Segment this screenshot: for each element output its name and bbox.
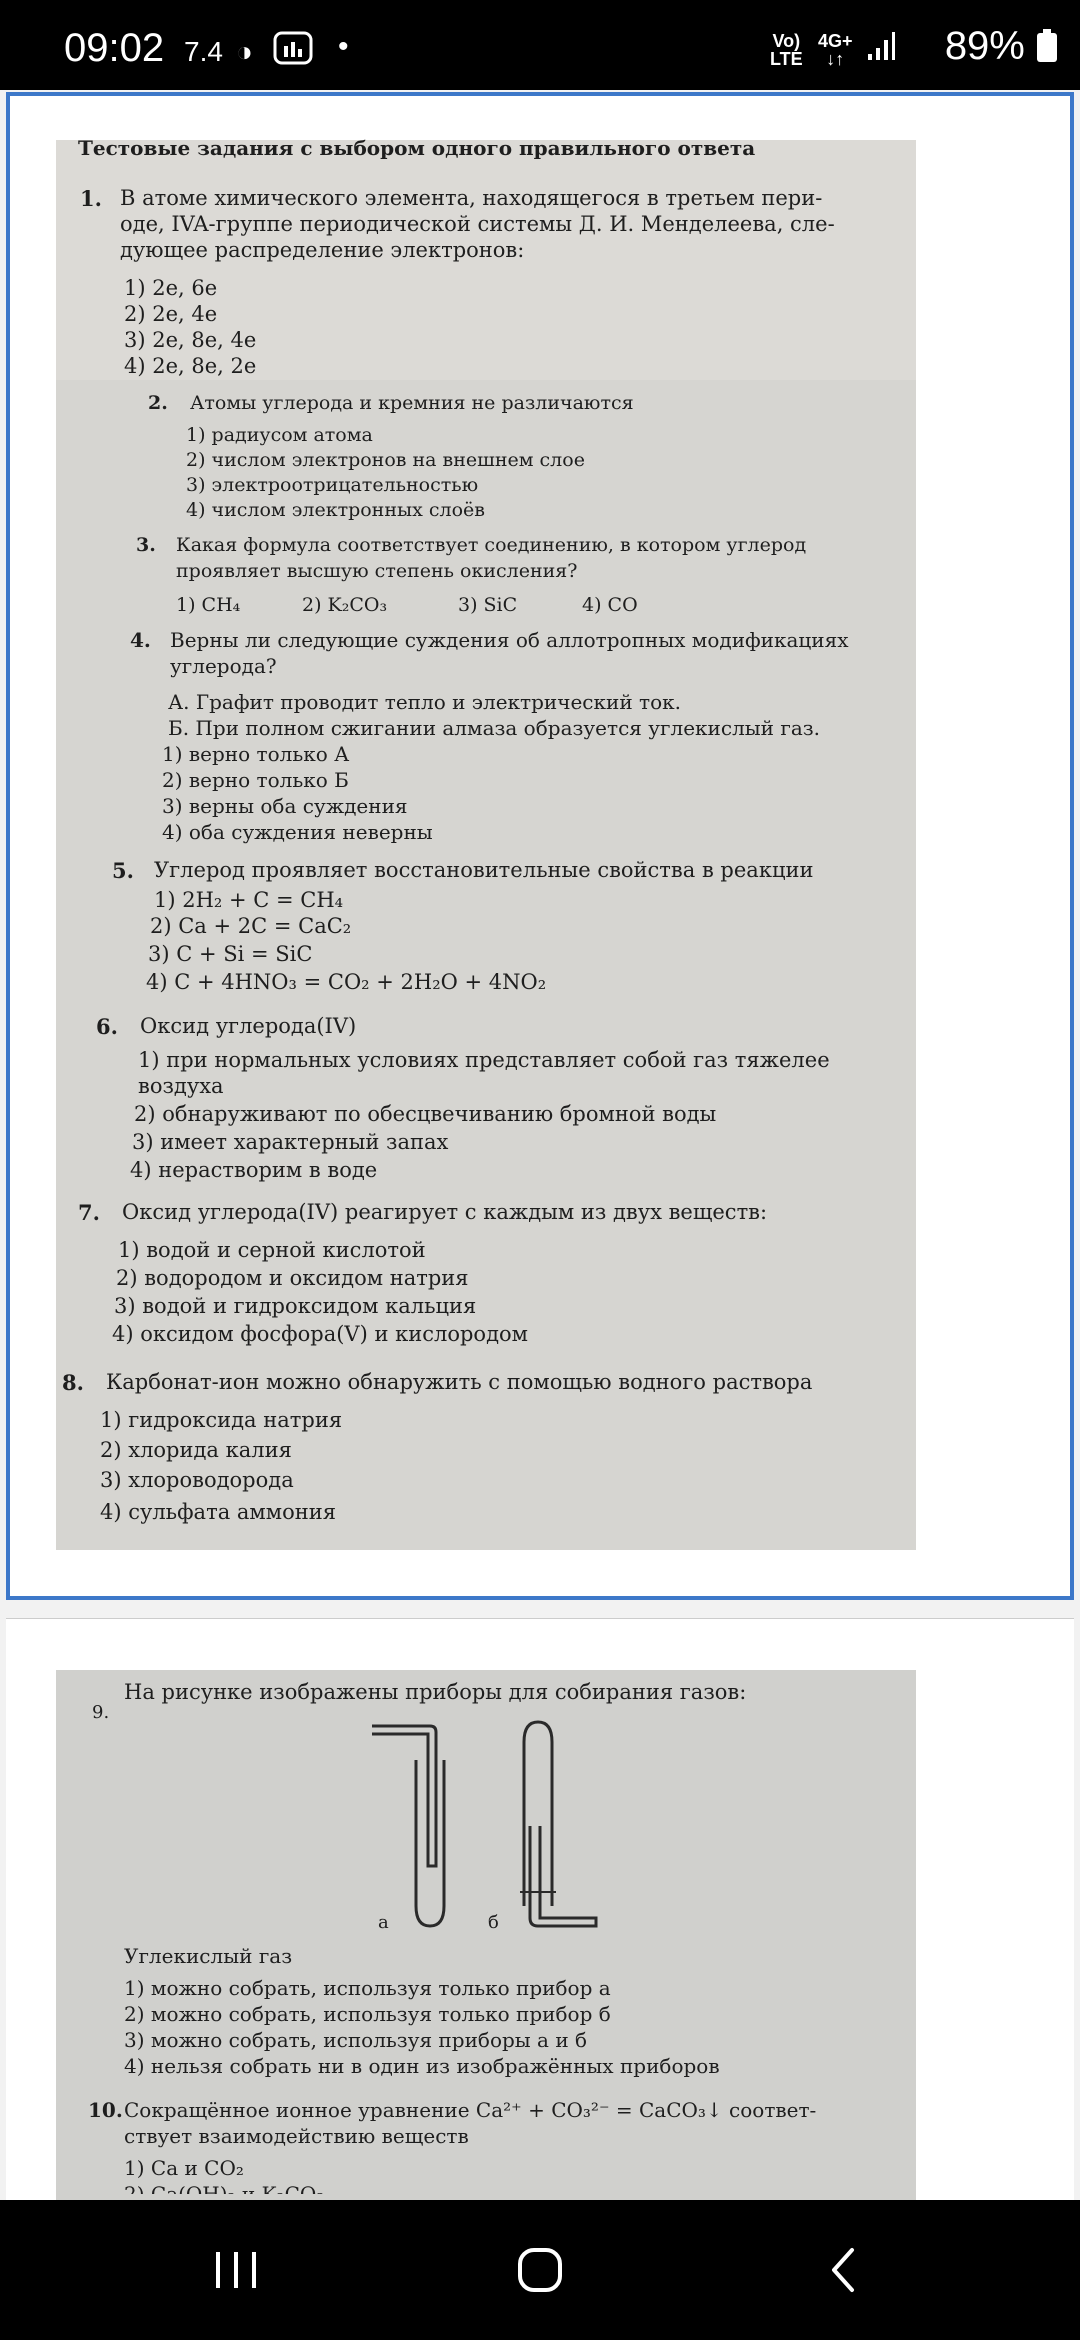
q5-option: 1) 2H₂ + C = CH₄ xyxy=(154,888,344,912)
q7-option: 4) оксидом фосфора(V) и кислородом xyxy=(112,1322,528,1346)
back-icon xyxy=(822,2245,866,2295)
q6-option: 4) нерастворим в воде xyxy=(130,1158,378,1182)
q5-text: Углерод проявляет восстановительные свойства в реакции xyxy=(154,858,814,882)
q5-option: 3) C + Si = SiC xyxy=(148,942,313,966)
network-type-top: 4G+ xyxy=(818,31,853,51)
q3-line1: Какая формула соответствует соединению, в котором углерод xyxy=(176,534,807,556)
q1-option: 3) 2e, 8e, 4e xyxy=(124,328,257,352)
q6-text: Оксид углерода(IV) xyxy=(140,1014,357,1038)
q2-option: 2) числом электронов на внешнем слое xyxy=(186,449,585,471)
q3-line2: проявляет высшую степень окисления? xyxy=(176,560,578,582)
home-icon xyxy=(515,2245,565,2295)
network-type xyxy=(818,32,853,68)
status-bar xyxy=(0,0,1080,90)
q4-statement-a: А. Графит проводит тепло и электрический ток. xyxy=(168,690,681,714)
q2-option: 1) радиусом атома xyxy=(186,424,373,446)
q7-option: 3) водой и гидроксидом кальция xyxy=(114,1294,477,1318)
network-type-arrows: ↓↑ xyxy=(826,49,845,69)
volte-top: Vo) xyxy=(772,31,801,51)
recent-apps-icon xyxy=(211,2248,261,2292)
q8-option: 1) гидроксида натрия xyxy=(100,1408,343,1432)
q6-option1-line1: 1) при нормальных условиях представляет собой газ тяжелее xyxy=(138,1048,830,1072)
back-button[interactable] xyxy=(804,2240,884,2300)
q1-option: 1) 2e, 6e xyxy=(124,276,218,300)
gas-apparatus-figure xyxy=(360,1716,620,1936)
q6-number: 6. xyxy=(96,1014,118,1039)
q4-statement-b: Б. При полном сжигании алмаза образуется углекислый газ. xyxy=(168,716,821,740)
q6-option: 2) обнаруживают по обесцвечиванию бромной воды xyxy=(134,1102,717,1126)
q2-text: Атомы углерода и кремния не различаются xyxy=(190,392,634,414)
q4-option: 2) верно только Б xyxy=(162,768,349,792)
q9-text: На рисунке изображены приборы для собирания газов: xyxy=(124,1680,747,1704)
q3-option: 2) K₂CO₃ xyxy=(302,594,388,616)
q8-option: 2) хлорида калия xyxy=(100,1438,292,1462)
q8-option: 3) хлороводорода xyxy=(100,1468,294,1492)
q7-option: 2) водородом и оксидом натрия xyxy=(116,1266,469,1290)
q4-option: 1) верно только А xyxy=(162,742,350,766)
recent-apps-button[interactable] xyxy=(196,2240,276,2300)
q1-option: 2) 2e, 4e xyxy=(124,302,218,326)
q10-line1: Сокращённое ионное уравнение Ca²⁺ + CO₃²⁻ = CaCO₃↓ соответ- xyxy=(124,2098,817,2122)
q9-number: 9. xyxy=(92,1702,110,1723)
q6-option1-line2: воздуха xyxy=(138,1074,224,1098)
q3-option: 3) SiC xyxy=(458,594,518,616)
section-header: Тестовые задания с выбором одного правильного ответа xyxy=(78,136,756,160)
volte-indicator xyxy=(770,32,803,68)
battery-label: 89% xyxy=(944,24,1025,68)
q3-option: 1) CH₄ xyxy=(176,594,241,616)
q4-line1: Верны ли следующие суждения об аллотропных модификациях xyxy=(170,628,849,652)
q5-option: 4) C + 4HNO₃ = CO₂ + 2H₂O + 4NO₂ xyxy=(146,970,547,994)
q2-number: 2. xyxy=(148,392,168,414)
q8-text: Карбонат-ион можно обнаружить с помощью водного раствора xyxy=(106,1370,813,1394)
q9-subject: Углекислый газ xyxy=(124,1944,293,1968)
q2-option: 4) числом электронных слоёв xyxy=(186,499,485,521)
q1-option: 4) 2e, 8e, 2e xyxy=(124,354,257,378)
clock: 09:02 xyxy=(64,26,165,70)
signal-icon xyxy=(866,30,896,69)
gallery-icon xyxy=(272,30,314,73)
q3-option: 4) CO xyxy=(582,594,638,616)
q8-number: 8. xyxy=(62,1370,84,1395)
q9-option: 4) нельзя собрать ни в один из изображённых приборов xyxy=(124,2054,720,2078)
q9-option: 2) можно собрать, используя только прибор б xyxy=(124,2002,611,2026)
navigation-bar xyxy=(0,2200,1080,2340)
notification-dot-icon: • xyxy=(338,30,349,63)
q7-option: 1) водой и серной кислотой xyxy=(118,1238,426,1262)
battery-percent xyxy=(945,24,1058,69)
apparatus-b-label: б xyxy=(488,1912,499,1933)
home-button[interactable] xyxy=(500,2240,580,2300)
q7-text: Оксид углерода(IV) реагирует с каждым из двух веществ: xyxy=(122,1200,768,1224)
q8-option: 4) сульфата аммония xyxy=(100,1500,336,1524)
q1-number: 1. xyxy=(80,186,102,211)
volte-bottom: LTE xyxy=(770,49,803,69)
q6-option: 3) имеет характерный запах xyxy=(132,1130,449,1154)
q4-option: 3) верны оба суждения xyxy=(162,794,408,818)
q1-line1: В атоме химического элемента, находящегося в третьем пери- xyxy=(120,186,823,210)
apparatus-a-label: а xyxy=(378,1912,389,1933)
q4-number: 4. xyxy=(130,628,151,652)
q4-line2: углерода? xyxy=(170,654,277,678)
q10-option: 1) Ca и CO₂ xyxy=(124,2156,244,2180)
battery-icon xyxy=(1036,29,1058,63)
q9-option: 1) можно собрать, используя только прибор а xyxy=(124,1976,611,2000)
q4-option: 4) оба суждения неверны xyxy=(162,820,433,844)
status-extra: 7.4 xyxy=(184,36,223,67)
q10-number: 10. xyxy=(88,2098,123,2122)
q5-number: 5. xyxy=(112,858,134,883)
q3-number: 3. xyxy=(136,534,156,556)
q2-option: 3) электроотрицательностью xyxy=(186,474,479,496)
q9-option: 3) можно собрать, используя приборы а и б xyxy=(124,2028,588,2052)
sync-icon: ◑ xyxy=(236,36,253,67)
q1-line3: дующее распределение электронов: xyxy=(120,238,525,262)
q10-line2: ствует взаимодействию веществ xyxy=(124,2124,469,2148)
q1-line2: оде, IVA-группе периодической системы Д. И. Менделеева, сле- xyxy=(120,212,835,236)
q7-number: 7. xyxy=(78,1200,100,1225)
q5-option: 2) Ca + 2C = CaC₂ xyxy=(150,914,352,938)
